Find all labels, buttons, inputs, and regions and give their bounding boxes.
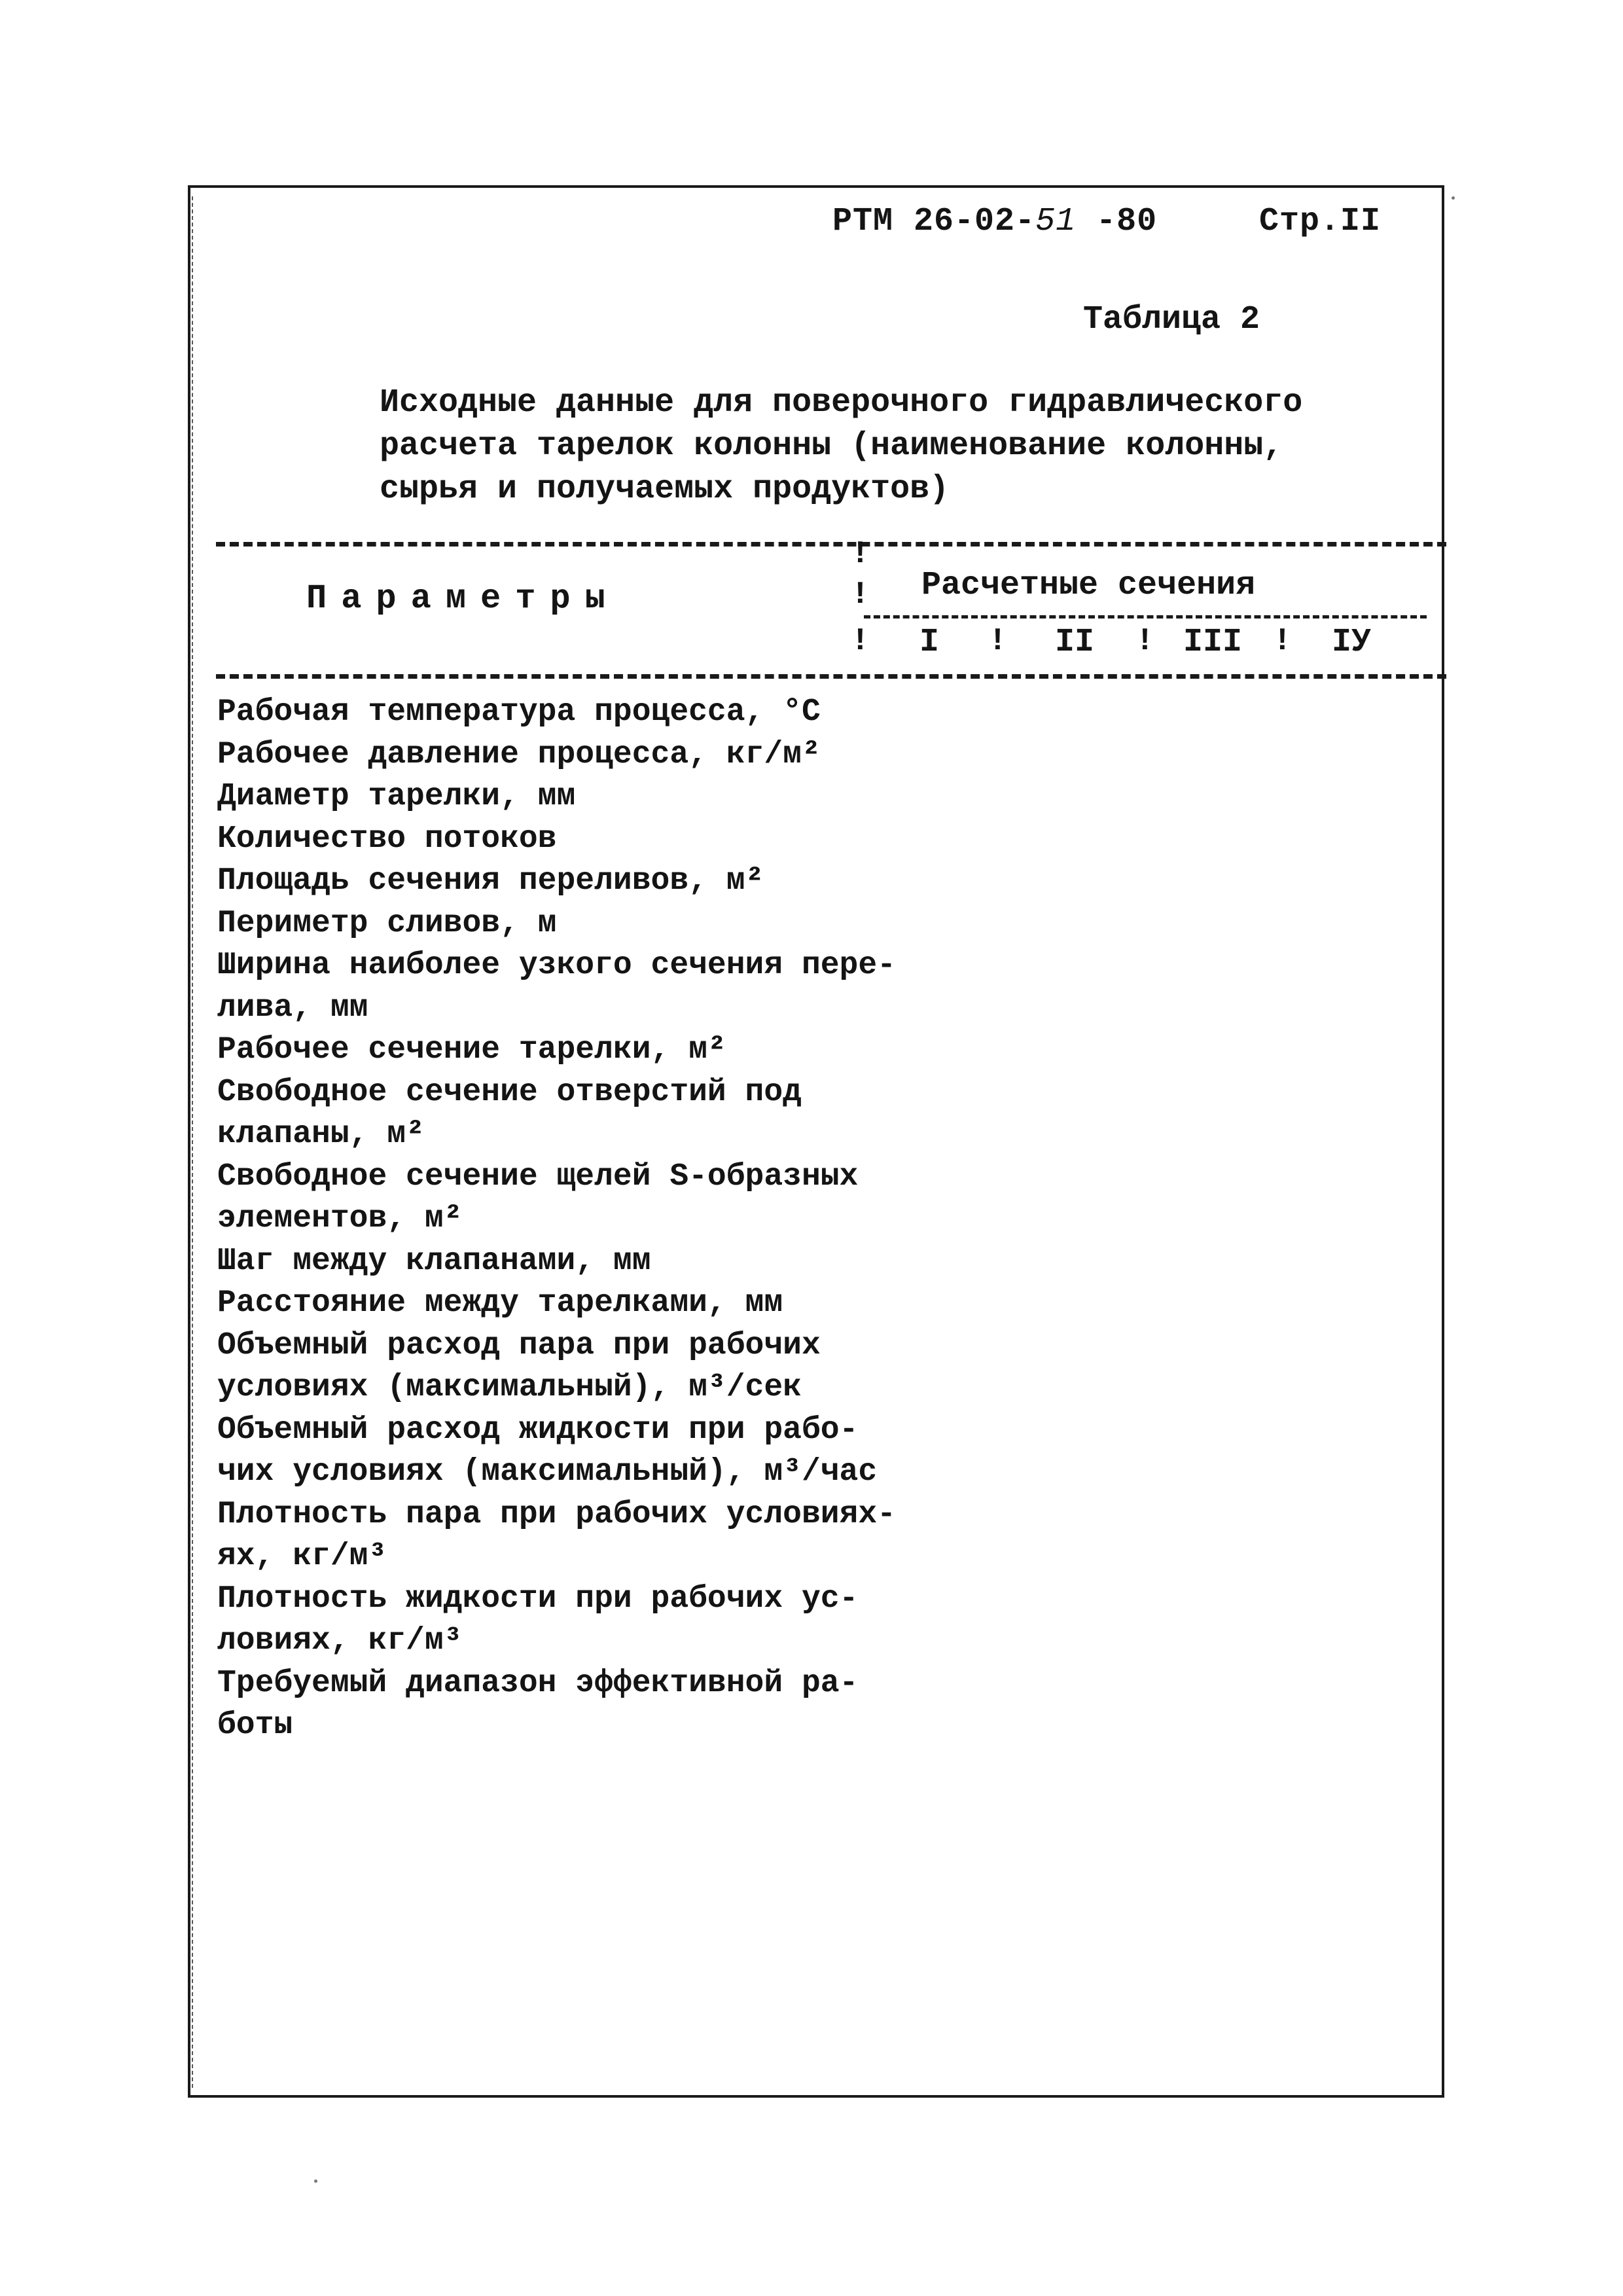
title-line-3: сырья и получаемых продуктов) bbox=[380, 471, 950, 508]
param-row: Свободное сечение отверстий под bbox=[217, 1074, 802, 1110]
sections-column-header: Расчетные сечения bbox=[921, 567, 1256, 604]
column-separator: ! bbox=[1273, 624, 1292, 659]
column-separator: ! bbox=[851, 577, 870, 613]
param-row: клапаны, м² bbox=[217, 1117, 425, 1152]
section-col-3: III bbox=[1183, 624, 1243, 661]
param-row: Площадь сечения переливов, м² bbox=[217, 863, 764, 899]
doc-code-prefix: РТМ 26-02- bbox=[832, 203, 1036, 240]
table-label: Таблица 2 bbox=[1083, 301, 1260, 338]
param-row: Плотность жидкости при рабочих ус- bbox=[217, 1581, 859, 1617]
param-row: лива, мм bbox=[217, 990, 368, 1026]
page-number: Стр.II bbox=[1259, 203, 1382, 240]
param-row: элементов, м² bbox=[217, 1201, 463, 1236]
param-row: Периметр сливов, м bbox=[217, 905, 557, 941]
table-top-rule bbox=[216, 542, 1446, 547]
param-row: Объемный расход жидкости при рабо- bbox=[217, 1412, 859, 1448]
param-row: Объемный расход пара при рабочих bbox=[217, 1327, 821, 1363]
section-col-4: IУ bbox=[1332, 624, 1372, 661]
document-code bbox=[832, 203, 1157, 240]
parameter-list bbox=[217, 691, 904, 1747]
column-separator: ! bbox=[988, 624, 1007, 659]
doc-code-year: -80 bbox=[1096, 203, 1158, 240]
param-row: ях, кг/м³ bbox=[217, 1539, 387, 1574]
param-row: чих условиях (максимальный), м³/час bbox=[217, 1454, 878, 1490]
param-row: Количество потоков bbox=[217, 821, 557, 857]
param-row: боты bbox=[217, 1708, 293, 1743]
section-col-1: I bbox=[919, 624, 940, 661]
section-col-2: II bbox=[1055, 624, 1095, 661]
scan-speck bbox=[314, 2179, 317, 2183]
param-row: Требуемый диапазон эффективной ра- bbox=[217, 1665, 859, 1701]
title-line-1: Исходные данные для поверочного гидравлического bbox=[380, 384, 1303, 422]
param-row: Шаг между клапанами, мм bbox=[217, 1243, 651, 1279]
scan-speck bbox=[1452, 196, 1455, 200]
param-row: Рабочая температура процесса, °С bbox=[217, 694, 821, 730]
table-header-bottom-rule bbox=[216, 674, 1446, 679]
param-row: Диаметр тарелки, мм bbox=[217, 779, 576, 814]
column-separator: ! bbox=[851, 624, 870, 659]
column-separator: ! bbox=[851, 537, 870, 572]
doc-code-number: 51 bbox=[1035, 203, 1077, 240]
param-row: Рабочее сечение тарелки, м² bbox=[217, 1032, 726, 1067]
table-title bbox=[380, 382, 1303, 511]
binding-margin-line bbox=[192, 196, 193, 2088]
param-row: Ширина наиболее узкого сечения пере- bbox=[217, 948, 896, 983]
param-row: Плотность пара при рабочих условиях- bbox=[217, 1496, 896, 1532]
param-row: ловиях, кг/м³ bbox=[217, 1623, 463, 1659]
column-separator: ! bbox=[1135, 624, 1154, 659]
sections-header-rule bbox=[864, 615, 1427, 619]
param-row: Расстояние между тарелками, мм bbox=[217, 1285, 783, 1321]
title-line-2: расчета тарелок колонны (наименование колонны, bbox=[380, 427, 1283, 465]
params-column-header: Параметры bbox=[306, 579, 620, 618]
param-row: условиях (максимальный), м³/сек bbox=[217, 1370, 802, 1405]
param-row: Свободное сечение щелей S-образных bbox=[217, 1158, 859, 1194]
param-row: Рабочее давление процесса, кг/м² bbox=[217, 736, 821, 772]
